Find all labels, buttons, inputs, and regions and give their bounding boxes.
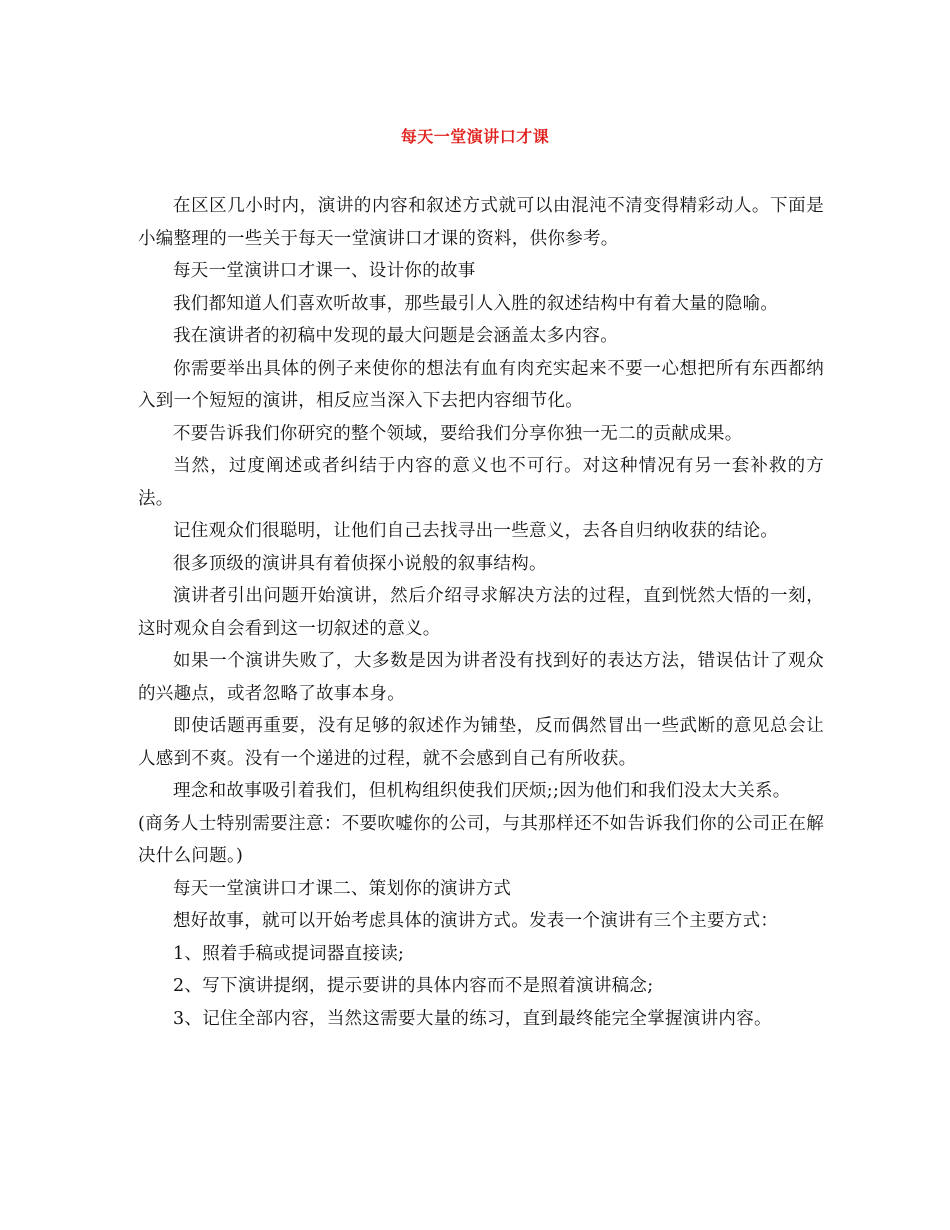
- paragraph-intro: 在区区几小时内，演讲的内容和叙述方式就可以由混沌不清变得精彩动人。下面是小编整理的一些关于每天一堂演讲口才课的资料，供你参考。: [138, 196, 824, 249]
- section-heading-1: 每天一堂演讲口才课一、设计你的故事: [173, 261, 476, 281]
- paragraph: 我们都知道人们喜欢听故事，那些最引人入胜的叙述结构中有着大量的隐喻。: [173, 293, 779, 314]
- paragraph-note: (商务人士特别需要注意：不要吹嘘你的公司，与其那样还不如告诉我们你的公司正在解决什么问题。): [138, 813, 824, 866]
- paragraph: 我在演讲者的初稿中发现的最大问题是会涵盖太多内容。: [173, 326, 618, 346]
- paragraph: 如果一个演讲失败了，大多数是因为讲者没有找到好的表达方法，错误估计了观众的兴趣点，或者忽略了故事本身。: [138, 651, 824, 704]
- paragraph: 想好故事，就可以开始考虑具体的演讲方式。发表一个演讲有三个主要方式：: [173, 911, 779, 931]
- paragraph: 你需要举出具体的例子来使你的想法有血有肉充实起来不要一心想把所有东西都纳入到一个短短的演讲，相反应当深入下去把内容细节化。: [138, 358, 824, 411]
- paragraph: 即使话题再重要，没有足够的叙述作为铺垫，反而偶然冒出一些武断的意见总会让人感到不爽。没有一个递进的过程，就不会感到自己有所收获。: [138, 716, 824, 769]
- paragraph: 很多顶级的演讲具有着侦探小说般的叙事结构。: [173, 553, 547, 574]
- paragraph: 演讲者引出问题开始演讲，然后介绍寻求解决方法的过程，直到恍然大悟的一刻，这时观众自会看到这一切叙述的意义。: [138, 586, 824, 639]
- list-item-2: 2、写下演讲提纲，提示要讲的具体内容而不是照着演讲稿念;: [173, 976, 654, 996]
- section-heading-2: 每天一堂演讲口才课二、策划你的演讲方式: [173, 878, 512, 899]
- document-body: [138, 190, 824, 1035]
- paragraph: 不要告诉我们你研究的整个领域，要给我们分享你独一无二的贡献成果。: [173, 423, 743, 444]
- paragraph: 记住观众们很聪明，让他们自己去找寻出一些意义，去各自归纳收获的结论。: [173, 521, 779, 541]
- document-title: 每天一堂演讲口才课: [400, 127, 550, 146]
- paragraph: 当然，过度阐述或者纠结于内容的意义也不可行。对这种情况有另一套补救的方法。: [138, 456, 824, 509]
- list-item-1: 1、照着手稿或提词器直接读;: [173, 943, 405, 964]
- list-item-3: 3、记住全部内容，当然这需要大量的练习，直到最终能完全掌握演讲内容。: [173, 1008, 772, 1029]
- paragraph: 理念和故事吸引着我们，但机构组织使我们厌烦;;因为他们和我们没太大关系。: [173, 781, 791, 801]
